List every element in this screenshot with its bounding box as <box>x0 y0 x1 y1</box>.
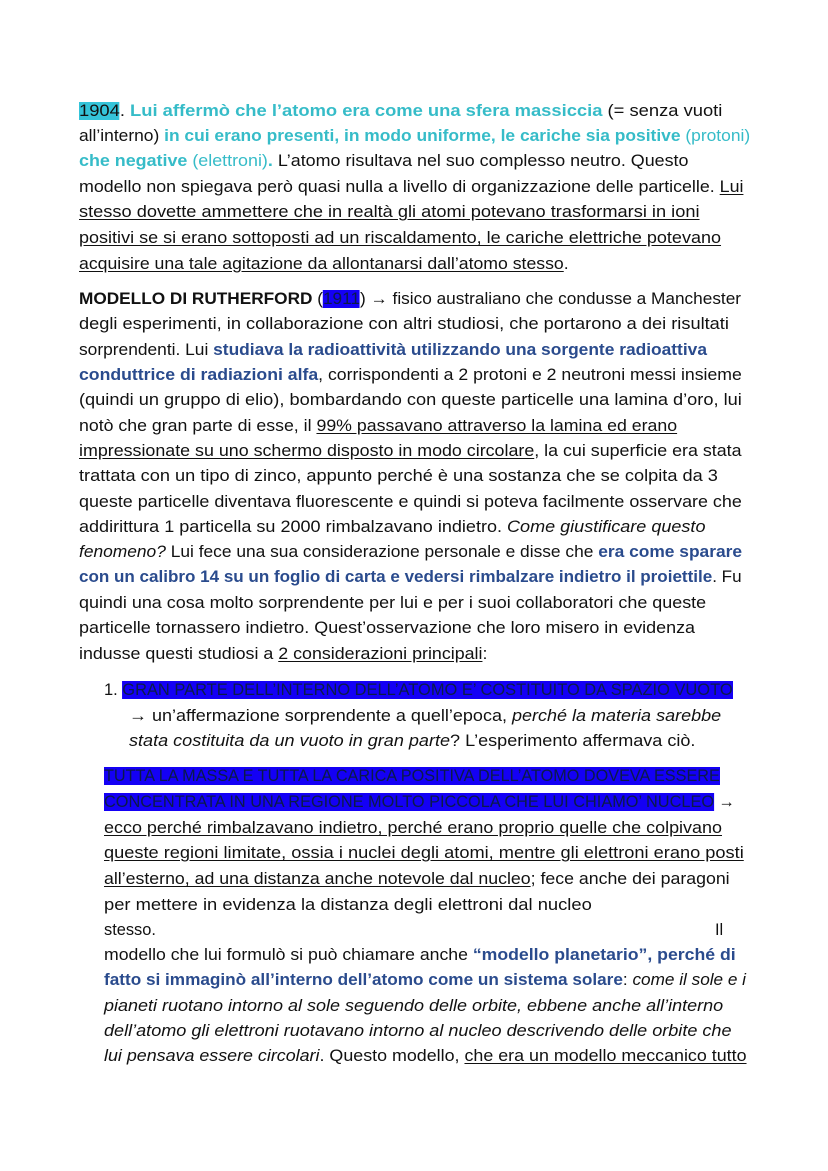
text-line <box>79 492 742 512</box>
text-run: conduttrice di radiazioni alfa <box>79 366 319 384</box>
text-line <box>79 228 721 248</box>
text-run: modello non spiegava però quasi nulla a livello di organizzazione delle particelle. <box>79 178 720 196</box>
text-line <box>79 593 706 613</box>
text-line <box>79 441 742 461</box>
text-run: ? L’esperimento affermava ciò. <box>450 732 696 750</box>
text-run: 2 considerazioni principali <box>278 645 483 663</box>
text-line <box>79 390 742 410</box>
text-run: che era un modello meccanico tutto <box>464 1047 747 1065</box>
text-line <box>104 792 735 812</box>
text-run: con un calibro 14 su un foglio di carta e vedersi rimbalzare indietro il proiettile <box>79 568 713 586</box>
text-run: . <box>563 255 569 273</box>
text-run: queste regioni limitate, ossia i nuclei degli atomi, mentre gli elettroni erano posti <box>104 844 744 862</box>
text-line <box>104 920 156 940</box>
text-line <box>79 151 688 171</box>
text-line <box>79 254 569 274</box>
text-run: studiava la radioattività utilizzando una sorgente radioattiva <box>213 341 707 359</box>
text-line <box>79 466 718 486</box>
text-line <box>129 706 721 726</box>
text-run: . <box>119 102 131 120</box>
text-run: Lui affermò che l’atomo era come una sfera massiccia <box>130 102 603 120</box>
text-run: come il sole e i <box>632 971 746 989</box>
text-line <box>79 101 722 121</box>
text-run: perché la materia sarebbe <box>511 707 722 725</box>
text-run: fenomeno? <box>79 543 166 561</box>
text-run: → <box>714 793 735 811</box>
text-run: . <box>267 152 273 170</box>
text-run: notò che gran parte di esse, il <box>79 417 317 435</box>
text-run: particelle tornassero indietro. Quest’osservazione che loro misero in evidenza <box>79 619 696 637</box>
text-run: acquisire una tale agitazione da allontanarsi dall’atomo stesso <box>79 255 564 273</box>
text-run: ecco perché rimbalzavano indietro, perché erano proprio quelle che colpivano <box>104 819 722 837</box>
text-run: ) → fisico australiano che condusse a Manchester <box>360 290 742 308</box>
text-line <box>79 416 677 436</box>
text-run: Lui <box>719 178 744 196</box>
text-run: sorprendenti. Lui <box>79 341 214 359</box>
text-line <box>104 945 736 965</box>
text-run: lui pensava essere circolari <box>104 1047 320 1065</box>
text-line <box>104 843 744 863</box>
text-run: 1. <box>104 681 123 699</box>
text-line <box>104 869 730 889</box>
text-run: per mettere in evidenza la distanza degli elettroni dal nucleo <box>104 896 592 914</box>
text-line <box>104 1046 747 1066</box>
text-line <box>79 542 742 562</box>
text-run: TUTTA LA MASSA E TUTTA LA CARICA POSITIVA DELL’ATOMO DOVEVA ESSERE <box>104 767 720 785</box>
text-run: positivi se si erano sottoposti ad un riscaldamento, le cariche elettriche potevano <box>79 229 722 247</box>
text-run: ( <box>312 290 323 308</box>
text-line <box>79 365 742 385</box>
text-run: (elettroni) <box>187 152 268 170</box>
text-run: . Questo modello, <box>319 1047 465 1065</box>
text-run: quindi una cosa molto sorprendente per lui e per i suoi collaboratori che queste <box>79 594 707 612</box>
text-run: stesso. <box>104 921 156 939</box>
text-line <box>79 618 695 638</box>
text-run: dell’atomo gli elettroni ruotavano intorno al nucleo descrivendo delle orbite che <box>104 1022 732 1040</box>
text-line <box>79 289 741 309</box>
text-run: . Fu <box>712 568 742 586</box>
text-line <box>104 1021 732 1041</box>
text-run: MODELLO DI RUTHERFORD <box>79 290 313 308</box>
text-run: Lui fece una sua considerazione personale e disse che <box>165 543 599 561</box>
text-run: degli esperimenti, in collaborazione con altri studiosi, che portarono a dei risultati <box>79 315 729 333</box>
text-run: : <box>622 971 633 989</box>
text-run: (= senza vuoti <box>602 102 723 120</box>
text-run: stesso dovette ammettere che in realtà gli atomi potevano trasformarsi in ioni <box>79 203 700 221</box>
text-run: “modello planetario”, perché di <box>472 946 736 964</box>
text-run: pianeti ruotano intorno al sole seguendo delle orbite, ebbene anche all’interno <box>104 997 724 1015</box>
text-line <box>104 970 746 990</box>
text-run: , corrispondenti a 2 protoni e 2 neutroni messi insieme <box>318 366 742 384</box>
text-run: impressionate su uno schermo disposto in modo circolare <box>79 442 535 460</box>
text-run: GRAN PARTE DELL’INTERNO DELL’ATOMO E’ COSTITUITO DA SPAZIO VUOTO <box>122 681 733 699</box>
text-run: all’interno) <box>79 127 165 145</box>
text-line <box>79 517 705 537</box>
text-line <box>104 895 592 915</box>
text-run: CONCENTRATA IN UNA REGIONE MOLTO PICCOLA CHE LUI CHIAMO’ NUCLEO <box>104 793 715 811</box>
text-run: che negative <box>79 152 188 170</box>
text-line <box>79 126 750 146</box>
text-run: , la cui superficie era stata <box>534 442 742 460</box>
text-line <box>79 314 729 334</box>
text-run: (quindi un gruppo di elio), bombardando con queste particelle una lamina d’oro, lui <box>79 391 742 409</box>
text-line <box>79 177 743 197</box>
text-run: stata costituita da un vuoto in gran parte <box>129 732 451 750</box>
text-run: fatto si immaginò all’interno dell’atomo come un sistema solare <box>104 971 623 989</box>
text-run: L’atomo risultava nel suo complesso neutro. Questo <box>272 152 689 170</box>
text-line <box>104 680 733 700</box>
text-run: queste particelle diventava fluorescente e quindi si poteva facilmente osservare che <box>79 493 742 511</box>
text-line <box>79 340 707 360</box>
text-run: era come sparare <box>598 543 743 561</box>
text-run: 99% passavano attraverso la lamina ed erano <box>316 417 678 435</box>
text-line <box>104 818 722 838</box>
text-line <box>79 567 742 587</box>
text-run: (protoni) <box>680 127 751 145</box>
text-run: : <box>482 645 488 663</box>
text-run: trattata con un tipo di zinco, appunto perché è una sostanza che se colpita da 3 <box>79 467 718 485</box>
text-run: 1904 <box>79 102 120 120</box>
text-line <box>79 644 487 664</box>
text-line <box>104 766 720 786</box>
text-run: 1911 <box>322 290 361 308</box>
stray-word: Il <box>715 921 724 939</box>
text-line <box>79 202 700 222</box>
text-run: addirittura 1 particella su 2000 rimbalzavano indietro. <box>79 518 508 536</box>
text-run: Come giustificare questo <box>507 518 706 536</box>
text-line <box>129 731 695 751</box>
text-run: indusse questi studiosi a <box>79 645 279 663</box>
text-line <box>104 996 723 1016</box>
text-run: ; fece anche dei paragoni <box>530 870 730 888</box>
text-run: modello che lui formulò si può chiamare anche <box>104 946 473 964</box>
text-run: → un’affermazione sorprendente a quell’epoca, <box>129 707 512 725</box>
text-run: all’esterno, ad una distanza anche notevole dal nucleo <box>104 870 531 888</box>
text-run: in cui erano presenti, in modo uniforme, le cariche sia positive <box>164 127 681 145</box>
